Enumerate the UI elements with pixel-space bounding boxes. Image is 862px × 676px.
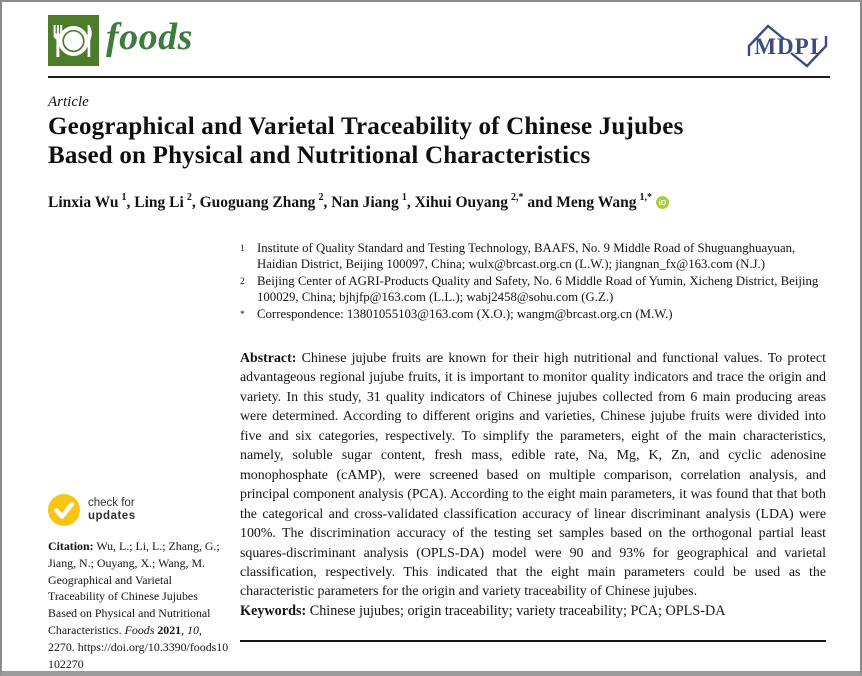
check-for-updates-badge[interactable] — [48, 494, 136, 526]
check-for-updates-label: check for updates — [88, 497, 136, 522]
foods-journal-logo — [48, 15, 99, 66]
affiliation-row — [240, 306, 828, 323]
citation-label: Citation: — [48, 539, 94, 553]
author: Meng Wang $^{1,*}$ — [556, 192, 653, 212]
affiliation-row — [240, 273, 828, 306]
article-type-label: Article — [48, 94, 89, 110]
keywords — [240, 603, 826, 620]
author: Guoguang Zhang $^2$, — [199, 192, 328, 212]
author: Linxia Wu $^1$, — [48, 192, 131, 212]
paper-title-line1: Geographical and Varietal Traceability of Chinese Jujubes — [48, 113, 684, 140]
paper-title-line2: Based on Physical and Nutritional Characteristics — [48, 142, 591, 169]
journal-name: foods — [106, 16, 193, 58]
affiliation-marker: 2 — [240, 276, 245, 287]
affiliation-text: Institute of Quality Standard and Testing Technology, BAAFS, No. 9 Middle Road of Shuguanghuayuan, Haidian District, Beijing 100097, China; wulx@brcast.org.cn (L.W.); jiangnan_fx@163.com (N.J.) — [257, 241, 796, 272]
abstract-text: Chinese jujube fruits are known for their high nutritional and functional values. To protect advantageous regional jujube fruits, it is important to monitor quality indicators and trace the origin and variety. In this study, 31 quality indicators of Chinese jujubes collected from 6 main producing areas were determined. According to different origins and varieties, Chinese jujube fruits were divided into five and six categories, respectively. To simplify the parameters, eight of the main characteristics, namely, soluble sugar content, fresh mass, edible rate, Na, Mg, K, Zn, and cyclic adenosine monophosphate (cAMP), were screened based on multiple comparison, correlation analysis, and principal component analysis (PCA). According to the eight main parameters, it was found that that both the categorical and cross-validated classification accuracy of linear discriminant analysis (LDA) were 100%. The discrimination accuracy of the testing set samples based on the orthogonal partial least squares-discriminant analysis (OPLS-DA) model were 90 and 93% for geographical and varietal classification, respectively. This indicated that the eight main parameters could be used as the characteristic parameters for the origin and variety traceability of Chinese jujubes. — [240, 351, 826, 600]
author-list — [48, 193, 830, 212]
abstract — [240, 349, 826, 602]
affiliation-text: Beijing Center of AGRI-Products Quality and Safety, No. 6 Middle Road of Yumin, Xicheng District, Beijing 100029, China; bjhjfp@163.com (L.L.); wabj2458@sohu.com (G.Z.) — [257, 273, 819, 305]
citation-page: 2270. — [48, 639, 75, 654]
paper-title — [48, 112, 830, 170]
orcid-icon[interactable]: iD — [656, 196, 669, 209]
checkmark-icon — [48, 494, 80, 526]
citation-volume: 10 — [187, 622, 199, 637]
mdpi-logo-text: MDPI — [754, 34, 820, 59]
author: Nan Jiang $^1$, — [331, 192, 411, 212]
citation-journal: Foods — [124, 622, 155, 637]
correspondence-marker: * — [240, 309, 245, 320]
affiliation-marker: 1 — [240, 244, 245, 254]
affiliation-row — [240, 240, 828, 273]
keywords-label: Keywords: — [240, 603, 307, 619]
author: Ling Li $^2$, — [134, 192, 196, 212]
abstract-label: Abstract: — [240, 351, 297, 366]
citation-year: 2021 — [157, 622, 182, 637]
keywords-divider — [240, 640, 826, 642]
correspondence-text: Correspondence: 13801055103@163.com (X.O.); wangm@brcast.org.cn (M.W.) — [257, 306, 673, 321]
citation-text: Wu, L.; Li, L.; Zhang, G.; Jiang, N.; Ouyang, X.; Wang, M. Geographical and Varietal Traceability of Chinese Jujubes Based on Physical and Nutritional Characteristics. — [48, 539, 220, 637]
mdpi-logo — [742, 18, 832, 74]
affiliations — [240, 240, 828, 323]
keywords-text: Chinese jujubes; origin traceability; variety traceability; PCA; OPLS-DA — [309, 603, 726, 619]
doi-link[interactable]: https://doi.org/10.3390/foods10102270 — [48, 639, 229, 671]
citation-block: Citation: Wu, L.; Li, L.; Zhang, G.; Jiang, N.; Ouyang, X.; Wang, M. Geographical and Varietal Traceability of Chinese Jujubes Based on Physical and Nutritional Characteristics. Foods 2021, 10, 2270. https://doi.org/10.3390/foods10102270 — [48, 539, 229, 671]
plate-fork-knife-icon — [48, 53, 99, 70]
header-divider — [48, 76, 830, 78]
author: Xihui Ouyang $^{2,*}$ and — [414, 192, 553, 212]
